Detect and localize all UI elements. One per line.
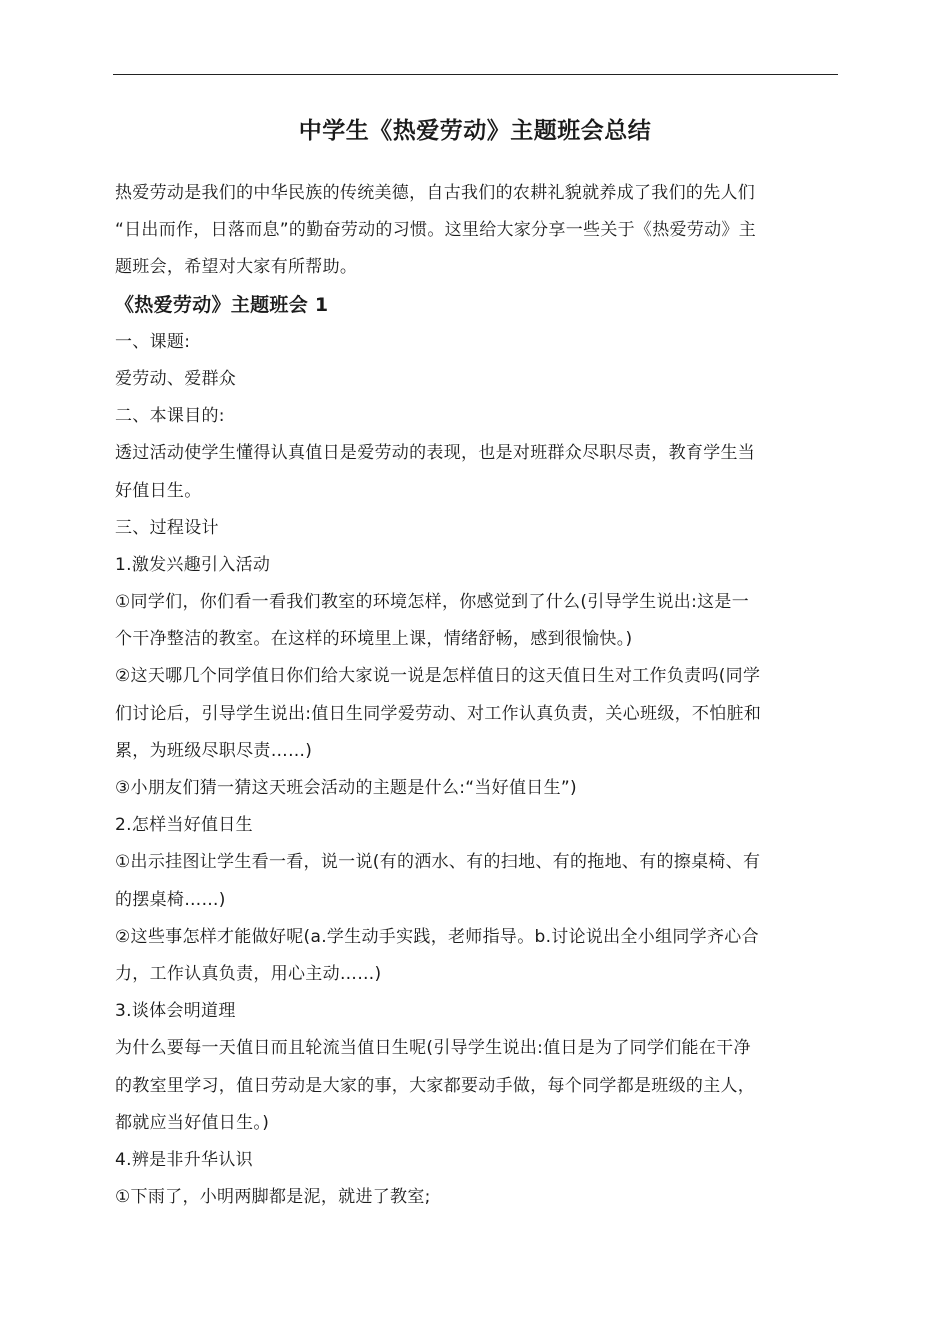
text-line: 的摆桌椅……) bbox=[115, 889, 226, 910]
text-line: 一、课题: bbox=[115, 331, 191, 352]
text-line: 为什么要每一天值日而且轮流当值日生呢(引导学生说出:值日是为了同学们能在干净 bbox=[115, 1038, 751, 1059]
text-line: 热爱劳动是我们的中华民族的传统美德，自古我们的农耕礼貌就养成了我们的先人们 bbox=[115, 183, 756, 203]
text-line: ②这些事怎样才能做好呢(a.学生动手实践，老师指导。b.讨论说出全小组同学齐心合 bbox=[115, 926, 759, 947]
header-rule bbox=[113, 74, 838, 75]
text-line: ③小朋友们猜一猜这天班会活动的主题是什么:“当好值日生”) bbox=[115, 778, 577, 798]
section-heading: 《热爱劳动》主题班会 1 bbox=[115, 293, 329, 316]
text-line: 都就应当好值日生。) bbox=[115, 1112, 270, 1133]
text-line: 累，为班级尽职尽责……) bbox=[115, 740, 313, 761]
text-line: 们讨论后，引导学生说出:值日生同学爱劳动、对工作认真负责，关心班级，不怕脏和 bbox=[115, 703, 762, 724]
document-body bbox=[115, 175, 831, 1216]
text-line: 三、过程设计 bbox=[115, 517, 219, 538]
text-line: ①下雨了，小明两脚都是泥，就进了教室; bbox=[115, 1187, 431, 1208]
text-line: 透过活动使学生懂得认真值日是爱劳动的表现，也是对班群众尽职尽责，教育学生当 bbox=[115, 443, 756, 464]
text-line: 1.激发兴趣引入活动 bbox=[115, 554, 271, 575]
text-line: 的教室里学习，值日劳动是大家的事，大家都要动手做，每个同学都是班级的主人， bbox=[115, 1075, 756, 1096]
text-line: 力，工作认真负责，用心主动……) bbox=[115, 963, 382, 984]
text-line: “日出而作，日落而息”的勤奋劳动的习惯。这里给大家分享一些关于《热爱劳动》主 bbox=[115, 220, 757, 241]
text-line: 好值日生。 bbox=[115, 480, 202, 501]
text-line: 2.怎样当好值日生 bbox=[115, 815, 253, 836]
text-line: ①同学们，你们看一看我们教室的环境怎样，你感觉到了什么(引导学生说出:这是一 bbox=[115, 592, 749, 613]
text-line: ①出示挂图让学生看一看，说一说(有的洒水、有的扫地、有的拖地、有的擦桌椅、有 bbox=[115, 852, 761, 873]
text-line: 二、本课目的: bbox=[115, 406, 225, 427]
text-line: 3.谈体会明道理 bbox=[115, 1001, 236, 1022]
text-line: 爱劳动、爱群众 bbox=[115, 368, 237, 389]
text-line: ②这天哪几个同学值日你们给大家说一说是怎样值日的这天值日生对工作负责吗(同学 bbox=[115, 666, 761, 687]
text-line: 个干净整洁的教室。在这样的环境里上课，情绪舒畅，感到很愉快。) bbox=[115, 629, 633, 650]
text-line: 题班会，希望对大家有所帮助。 bbox=[115, 257, 358, 278]
text-line: 4.辨是非升华认识 bbox=[115, 1149, 253, 1170]
document-title: 中学生《热爱劳动》主题班会总结 bbox=[298, 118, 652, 144]
